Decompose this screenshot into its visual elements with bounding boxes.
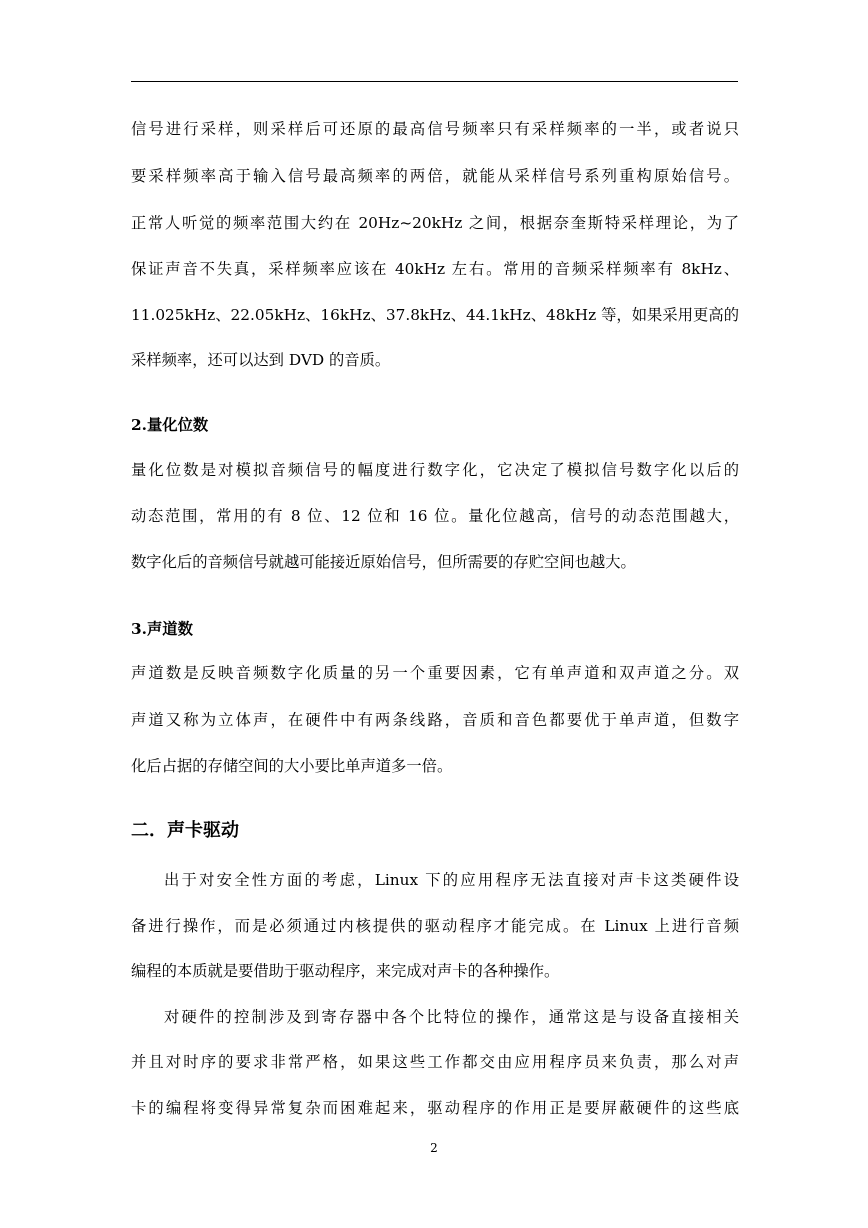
section-title: 二．声卡驱动 [131,820,239,841]
header-rule [131,81,738,82]
heading-channels: 3.声道数 [131,620,193,638]
page-number: 2 [430,1141,438,1155]
heading-quantization: 2.量化位数 [131,416,209,434]
